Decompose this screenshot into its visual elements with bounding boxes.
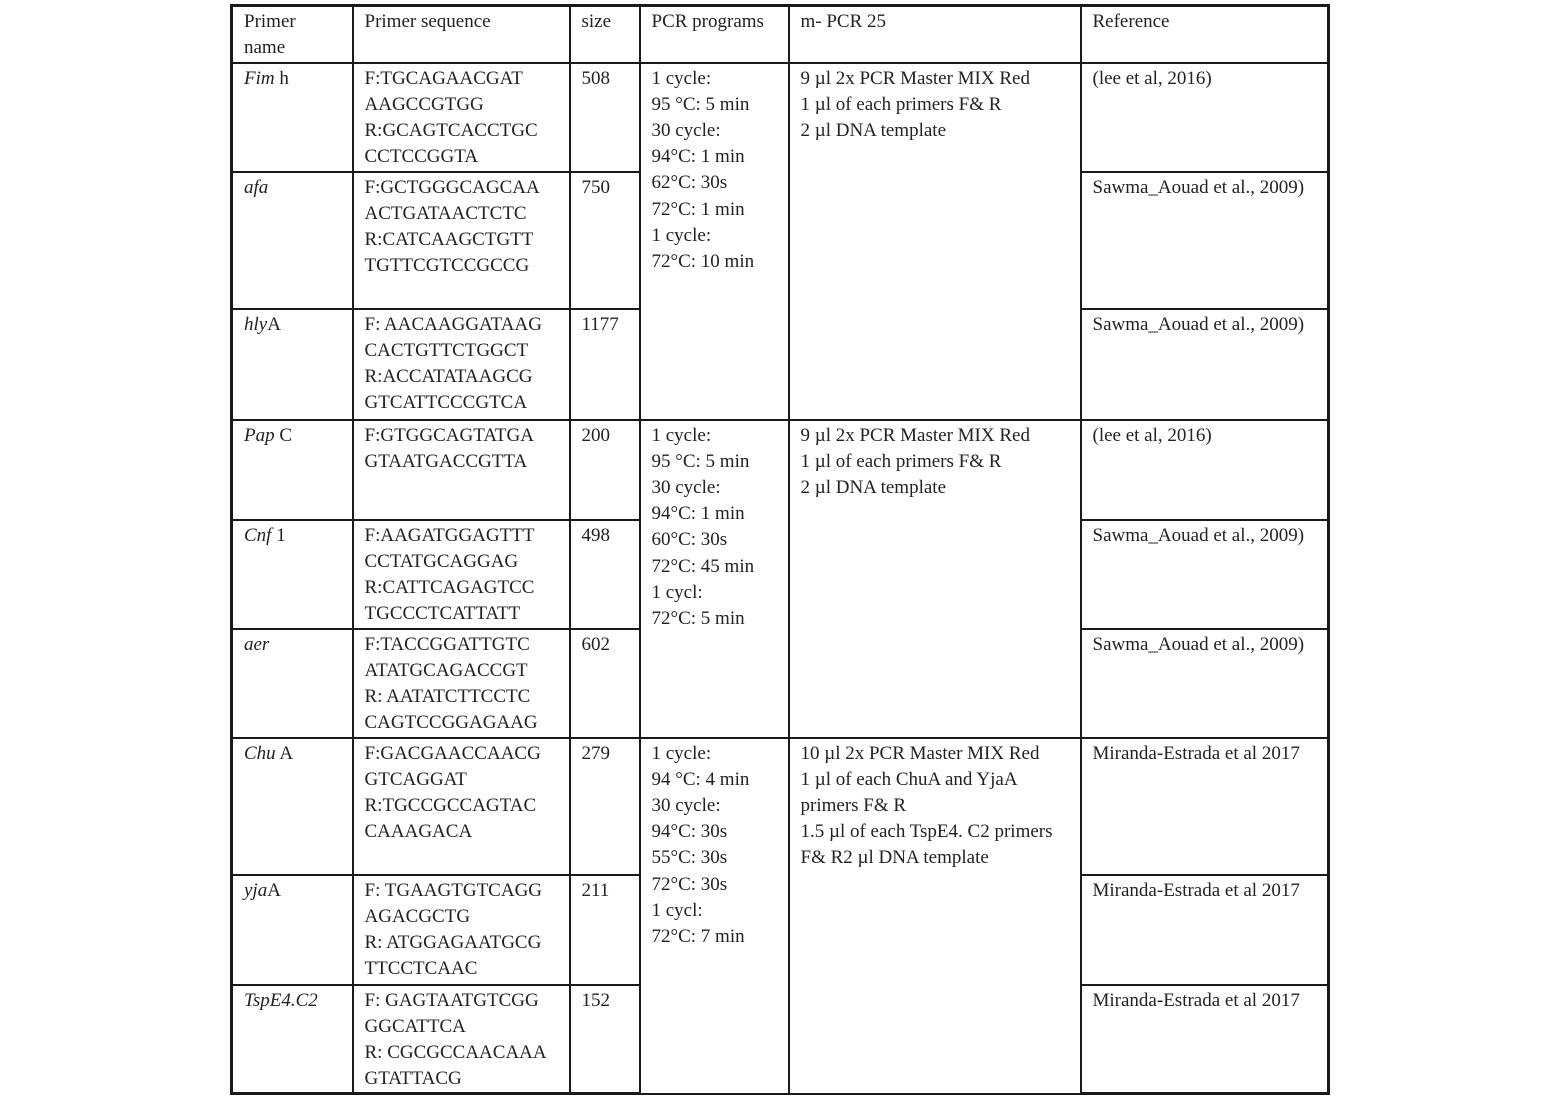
header-pcr-programs: PCR programs — [640, 6, 789, 63]
gene-name: TspE4.C2 — [232, 985, 353, 1094]
primer-sequence: F:GCTGGGCAGCAA ACTGATAACTCTC R:CATCAAGCTGTT TGTTCGTCCGCCG — [353, 172, 570, 309]
header-row — [232, 6, 1329, 63]
gene-name: afa — [232, 172, 353, 309]
primer-sequence: F: GAGTAATGTCGG GGCATTCA R: CGCGCCAACAAA GTATTACG — [353, 985, 570, 1094]
reference: Sawma_Aouad et al., 2009) — [1081, 520, 1329, 629]
reference: Sawma_Aouad et al., 2009) — [1081, 629, 1329, 738]
gene-name: Chu A — [232, 738, 353, 875]
gene-name: Fim h — [232, 63, 353, 172]
primer-sequence: F: TGAAGTGTCAGG AGACGCTG R: ATGGAGAATGCG TTCCTCAAC — [353, 875, 570, 985]
amplicon-size: 152 — [570, 985, 640, 1094]
amplicon-size: 279 — [570, 738, 640, 875]
header-primer-name: Primer name — [232, 6, 353, 63]
table-row — [232, 63, 1329, 172]
gene-name: Cnf 1 — [232, 520, 353, 629]
amplicon-size: 750 — [570, 172, 640, 309]
reference: Miranda-Estrada et al 2017 — [1081, 985, 1329, 1094]
reference: Miranda-Estrada et al 2017 — [1081, 738, 1329, 875]
gene-name: Pap C — [232, 420, 353, 520]
pcr-program: 1 cycle: 94 °C: 4 min 30 cycle: 94°C: 30s 55°C: 30s 72°C: 30s 1 cycl: 72°C: 7 min — [640, 738, 789, 1094]
primer-sequence: F:TACCGGATTGTC ATATGCAGACCGT R: AATATCTTCCTC CAGTCCGGAGAAG — [353, 629, 570, 738]
amplicon-size: 1177 — [570, 309, 640, 420]
header-reference: Reference — [1081, 6, 1329, 63]
header-size: size — [570, 6, 640, 63]
amplicon-size: 498 — [570, 520, 640, 629]
gene-name: aer — [232, 629, 353, 738]
pcr-program: 1 cycle: 95 °C: 5 min 30 cycle: 94°C: 1 min 60°C: 30s 72°C: 45 min 1 cycl: 72°C: 5 min — [640, 420, 789, 738]
gene-name: yjaA — [232, 875, 353, 985]
primer-sequence: F:GACGAACCAACG GTCAGGAT R:TGCCGCCAGTAC CAAAGACA — [353, 738, 570, 875]
primer-sequence: F:AAGATGGAGTTT CCTATGCAGGAG R:CATTCAGAGTCC TGCCCTCATTATT — [353, 520, 570, 629]
pcr-mix: 9 µl 2x PCR Master MIX Red 1 µl of each primers F& R 2 µl DNA template — [789, 420, 1081, 738]
table-row — [232, 738, 1329, 875]
primer-sequence: F: AACAAGGATAAG CACTGTTCTGGCT R:ACCATATAAGCG GTCATTCCCGTCA — [353, 309, 570, 420]
reference: Miranda-Estrada et al 2017 — [1081, 875, 1329, 985]
primer-sequence: F:GTGGCAGTATGA GTAATGACCGTTA — [353, 420, 570, 520]
reference: Sawma_Aouad et al., 2009) — [1081, 309, 1329, 420]
primer-table — [230, 4, 1330, 1095]
pcr-mix: 9 µl 2x PCR Master MIX Red 1 µl of each primers F& R 2 µl DNA template — [789, 63, 1081, 420]
primer-sequence: F:TGCAGAACGAT AAGCCGTGG R:GCAGTCACCTGC CCTCCGGTA — [353, 63, 570, 172]
reference: (lee et al, 2016) — [1081, 420, 1329, 520]
header-mpcr: m- PCR 25 — [789, 6, 1081, 63]
pcr-program: 1 cycle: 95 °C: 5 min 30 cycle: 94°C: 1 min 62°C: 30s 72°C: 1 min 1 cycle: 72°C: 10 min — [640, 63, 789, 420]
reference: Sawma_Aouad et al., 2009) — [1081, 172, 1329, 309]
amplicon-size: 211 — [570, 875, 640, 985]
header-primer-sequence: Primer sequence — [353, 6, 570, 63]
pcr-mix: 10 µl 2x PCR Master MIX Red 1 µl of each ChuA and YjaA primers F& R 1.5 µl of each TspE4. C2 primers F& R2 µl DNA template — [789, 738, 1081, 1094]
amplicon-size: 602 — [570, 629, 640, 738]
gene-name: hlyA — [232, 309, 353, 420]
amplicon-size: 508 — [570, 63, 640, 172]
reference: (lee et al, 2016) — [1081, 63, 1329, 172]
table-row — [232, 420, 1329, 520]
amplicon-size: 200 — [570, 420, 640, 520]
